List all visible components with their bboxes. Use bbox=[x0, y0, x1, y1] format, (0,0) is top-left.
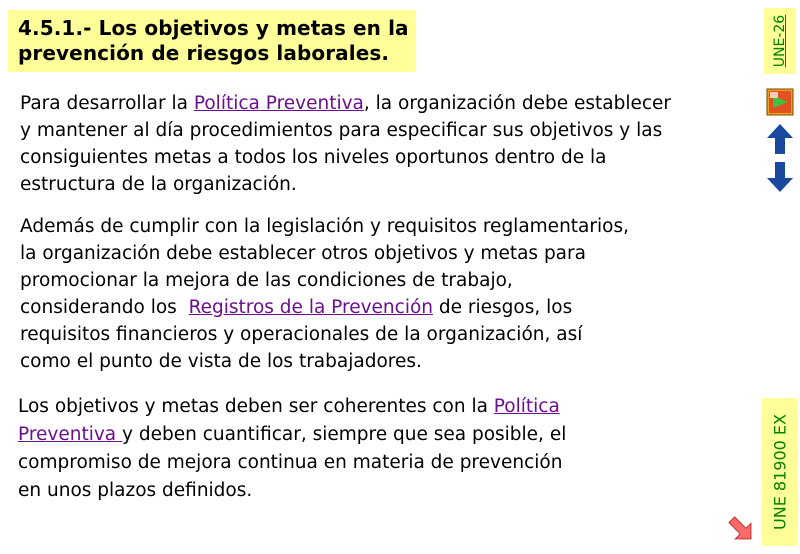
paragraph-3-text: Los objetivos y metas deben ser coherentes con la bbox=[18, 396, 494, 417]
page-title bbox=[18, 16, 413, 66]
paragraph-1-line-1 bbox=[20, 90, 671, 117]
paragraph-3-text: y deben cuantificar, siempre que sea posible, el bbox=[122, 424, 567, 445]
une-81900-box[interactable] bbox=[762, 398, 798, 546]
politica-preventiva-link-2[interactable]: Política bbox=[493, 396, 560, 417]
title-box bbox=[8, 10, 416, 72]
une-81900-label[interactable]: UNE 81900 EX bbox=[770, 414, 790, 530]
paragraph-3-line-3: compromiso de mejora continua en materia de prevención bbox=[18, 452, 563, 473]
paragraph-2-line-4 bbox=[20, 294, 629, 321]
title-line-1: 4.5.1.- Los objetivos y metas en la bbox=[18, 16, 409, 40]
paragraph-1-line-4: estructura de la organización. bbox=[20, 174, 297, 195]
paragraph-2-line-1: Además de cumplir con la legislación y requisitos reglamentarios, bbox=[20, 216, 629, 237]
paragraph-3-line-4: en unos plazos definidos. bbox=[18, 480, 253, 501]
paragraph-2-text: de riesgos, los bbox=[433, 297, 573, 318]
paragraph-2-line-6: como el punto de vista de los trabajadores. bbox=[20, 351, 422, 372]
paragraph-2-line-2: la organización debe establecer otros objetivos y metas para bbox=[20, 243, 586, 264]
paragraph-2-text: considerando los bbox=[20, 297, 189, 318]
registros-prevencion-link[interactable]: Registros de la Prevención bbox=[188, 297, 433, 318]
paragraph-1-line-3: consiguientes metas a todos los niveles oportunos dentro de la bbox=[20, 147, 607, 168]
paragraph-1 bbox=[20, 90, 671, 198]
une-26-link-box[interactable] bbox=[764, 8, 796, 74]
up-arrow-icon[interactable] bbox=[766, 122, 794, 156]
next-arrow-icon[interactable] bbox=[726, 514, 756, 544]
down-arrow-icon[interactable] bbox=[766, 160, 794, 194]
index-icon[interactable] bbox=[766, 88, 794, 116]
politica-preventiva-link[interactable]: Política Preventiva bbox=[193, 93, 364, 114]
une-26-link[interactable]: UNE-26 bbox=[772, 14, 788, 68]
paragraph-3-line-2 bbox=[18, 421, 566, 449]
paragraph-2 bbox=[20, 213, 629, 375]
paragraph-3 bbox=[18, 393, 566, 505]
paragraph-2-line-5: requisitos financieros y operacionales de la organización, así bbox=[20, 324, 583, 345]
paragraph-2-line-3: promocionar la mejora de las condiciones de trabajo, bbox=[20, 270, 513, 291]
title-line-2: prevención de riesgos laborales. bbox=[18, 41, 390, 65]
paragraph-1-line-2: y mantener al día procedimientos para especificar sus objetivos y las bbox=[20, 120, 663, 141]
politica-preventiva-link-2-cont[interactable]: Preventiva bbox=[18, 424, 123, 445]
paragraph-1-text: Para desarrollar la bbox=[20, 93, 194, 114]
paragraph-1-text: , la organización debe establecer bbox=[363, 93, 672, 114]
paragraph-3-line-1 bbox=[18, 393, 566, 421]
